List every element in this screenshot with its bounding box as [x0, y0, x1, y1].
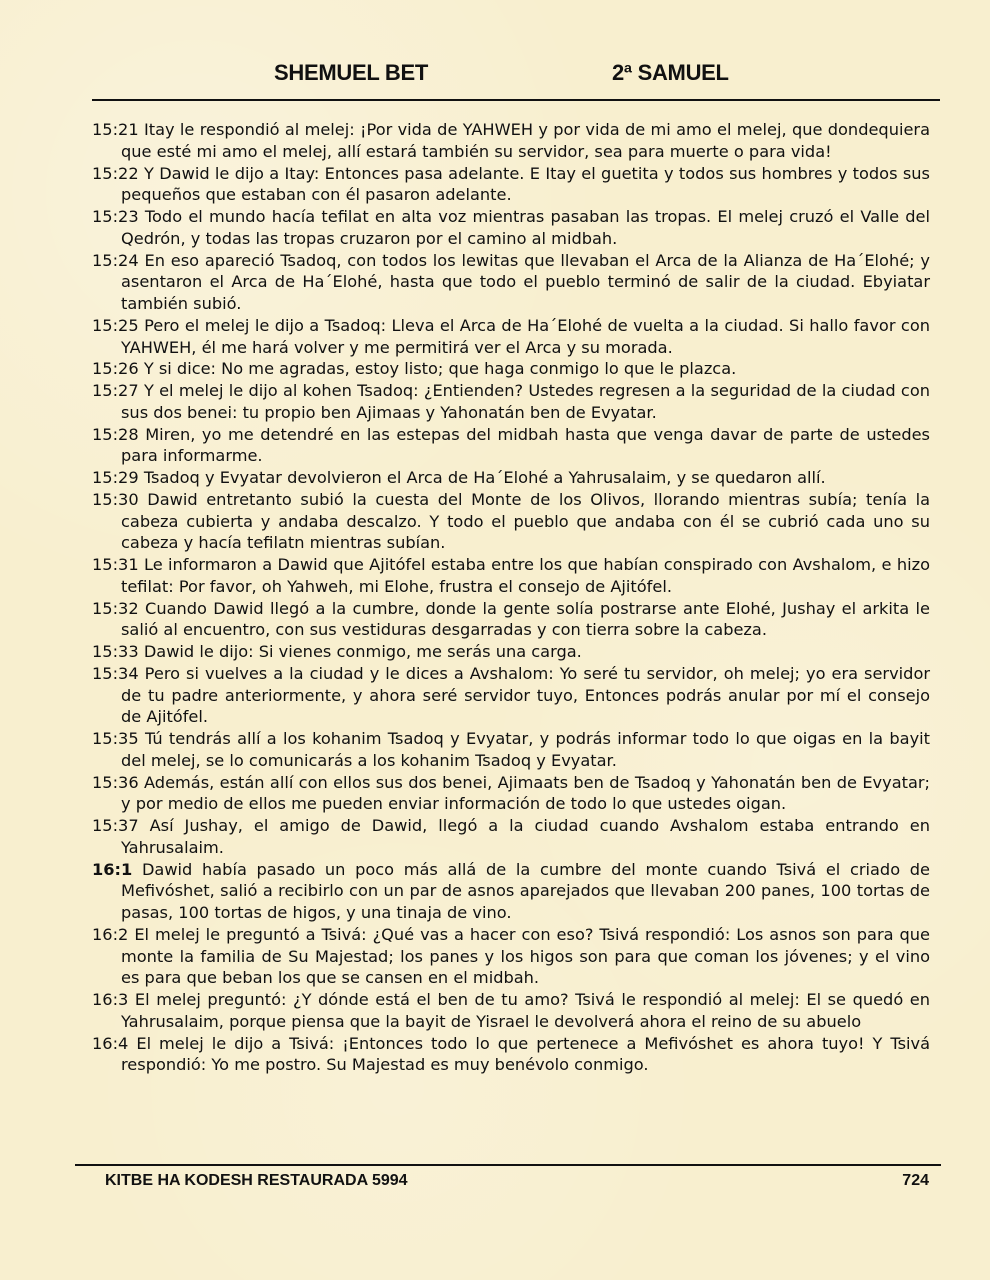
verse-reference: 15:37 — [92, 816, 139, 835]
page-number: 724 — [902, 1172, 929, 1189]
verse — [92, 859, 930, 924]
verse-text: Tú tendrás allí a los kohanim Tsadoq y Evyatar, y podrás informar todo lo que oigas en la bayit del melej, se lo comunicarás a los kohanim Tsadoq y Evyatar. — [121, 729, 930, 770]
verse-text: Y si dice: No me agradas, estoy listo; que haga conmigo lo que le plazca. — [143, 359, 737, 379]
verse-reference: 15:21 — [92, 120, 139, 139]
verse-text: Le informaron a Dawid que Ajitófel estaba entre los que habían conspirado con Avshalom, e hizo tefilat: Por favor, oh Yahweh, mi Elohe, frustra el consejo de Ajitófel. — [121, 555, 931, 596]
verse-text: El melej preguntó: ¿Y dónde está el ben de tu amo? Tsivá le respondió al melej: El se quedó en Yahrusalaim, porque piensa que la bayit de Yisrael le devolverá ahora el reino de su abuelo — [121, 990, 931, 1031]
verse-text: Y el melej le dijo al kohen Tsadoq: ¿Entienden? Ustedes regresen a la seguridad de la ciudad con sus dos benei: tu propio ben Ajimaas y Yahonatán ben de Evyatar. — [121, 381, 930, 422]
verse-reference: 15:26 — [92, 359, 139, 379]
verse-text: Pero el melej le dijo a Tsadoq: Lleva el Arca de Ha´Elohé de vuelta a la ciudad. Si hallo favor con YAHWEH, él me hará volver y me permitirá ver el Arca y su morada. — [121, 315, 930, 357]
chapter-start-reference: 16:1 — [92, 859, 133, 879]
verse-reference: 15:27 — [92, 381, 139, 400]
verse-reference: 15:22 — [92, 163, 139, 183]
verse-text: Así Jushay, el amigo de Dawid, llegó a la ciudad cuando Avshalom estaba entrando en Yahrusalaim. — [121, 816, 930, 857]
verse-text: Dawid entretanto subió la cuesta del Monte de los Olivos, llorando mientras subía; tenía la cabeza cubierta y andaba descalzo. Y todo el pueblo que andaba con él se cubrió cada uno su cabeza y hacía tefilatn mientras subían. — [121, 489, 930, 553]
verse — [92, 815, 930, 859]
verse — [92, 728, 930, 772]
verse — [92, 641, 930, 663]
page-footer — [75, 1170, 941, 1194]
verse-text: Cuando Dawid llegó a la cumbre, donde la gente solía postrarse ante Elohé, Jushay el arkita le salió al encuentro, con sus vestiduras desgarradas y con tierra sobre la cabeza. — [121, 598, 930, 640]
verse — [92, 424, 930, 468]
verse-reference: 15:25 — [92, 315, 139, 335]
verse — [92, 163, 930, 207]
verse — [92, 663, 930, 728]
verse-reference: 15:24 — [92, 250, 139, 270]
verse-text: Todo el mundo hacía tefilat en alta voz mientras pasaban las tropas. El melej cruzó el Valle del Qedrón, y todas las tropas cruzaron por el camino al midbah. — [121, 207, 930, 248]
verse — [92, 772, 930, 816]
verse-reference: 15:36 — [92, 772, 139, 792]
verse — [92, 598, 930, 642]
verse-reference: 15:28 — [92, 424, 139, 444]
verse-reference: 16:4 — [92, 1033, 129, 1053]
verse-text: Dawid había pasado un poco más allá de la cumbre del monte cuando Tsivá el criado de Mefivóshet, salió a recibirlo con un par de asnos aparejados que llevaban 200 panes, 100 tortas de pasas, 100 tortas de higos, y una tinaja de vino. — [121, 859, 930, 922]
header-divider — [92, 99, 940, 101]
header-book-name-spanish: 2ª SAMUEL — [612, 60, 729, 85]
verse-reference: 15:23 — [92, 207, 139, 226]
verse-reference: 16:2 — [92, 924, 129, 944]
verse-text: Itay le respondió al melej: ¡Por vida de YAHWEH y por vida de mi amo el melej, que dondequiera que esté mi amo el melej, allí estará también su servidor, sea para muerte o para vida! — [121, 120, 930, 161]
verse-reference: 15:33 — [92, 642, 139, 661]
verse-list — [92, 119, 930, 1076]
verse-reference: 15:32 — [92, 598, 139, 618]
verse — [92, 989, 930, 1033]
footer-publication-title: KITBE HA KODESH RESTAURADA 5994 — [105, 1172, 408, 1189]
verse-text: Además, están allí con ellos sus dos benei, Ajimaats ben de Tsadoq y Yahonatán ben de Evyatar; y por medio de ellos me pueden enviar información de todo lo que ustedes oigan. — [121, 772, 930, 814]
verse — [92, 250, 930, 315]
verse-text: Dawid le dijo: Si vienes conmigo, me serás una carga. — [143, 642, 582, 661]
header-book-title: SHEMUEL BET — [274, 60, 428, 85]
verse — [92, 380, 930, 424]
verse-reference: 15:35 — [92, 729, 139, 748]
verse — [92, 206, 930, 250]
verse — [92, 554, 930, 598]
verse-text: Y Dawid le dijo a Itay: Entonces pasa adelante. E Itay el guetita y todos sus hombres y todos sus pequeños que estaban con él pasaron adelante. — [121, 163, 930, 205]
verse-text: Pero si vuelves a la ciudad y le dices a Avshalom: Yo seré tu servidor, oh melej; yo era servidor de tu padre anteriormente, y ahora seré servidor tuyo, Entonces podrás anular por mí el consejo de Ajitófel. — [121, 663, 930, 727]
verse-reference: 15:30 — [92, 489, 139, 509]
verse-text: Tsadoq y Evyatar devolvieron el Arca de Ha´Elohé a Yahrusalaim, y se quedaron allí. — [143, 468, 826, 487]
page-header — [92, 58, 940, 98]
verse-reference: 15:29 — [92, 468, 139, 487]
verse — [92, 315, 930, 359]
verse-text: El melej le preguntó a Tsivá: ¿Qué vas a hacer con eso? Tsivá respondió: Los asnos son para que monte la familia de Su Majestad; los panes y los higos son para que coman los jóvenes; y el vino es para que beban los que se cansen en el midbah. — [121, 924, 930, 988]
verse — [92, 358, 930, 380]
verse-text: En eso apareció Tsadoq, con todos los lewitas que llevaban el Arca de la Alianza de Ha´Elohé; y asentaron el Arca de Ha´Elohé, hasta que todo el pueblo terminó de salir de la ciudad. Ebyiatar también subió. — [121, 250, 930, 313]
verse — [92, 119, 930, 163]
verse — [92, 1033, 930, 1077]
verse-reference: 16:3 — [92, 990, 129, 1009]
verse-text: Miren, yo me detendré en las estepas del midbah hasta que venga davar de parte de ustedes para informarme. — [121, 424, 930, 466]
verse-reference: 15:31 — [92, 555, 139, 574]
verse — [92, 924, 930, 989]
footer-divider — [75, 1164, 941, 1166]
verse — [92, 467, 930, 489]
verse-text: El melej le dijo a Tsivá: ¡Entonces todo lo que pertenece a Mefivóshet es ahora tuyo! Y Tsivá respondió: Yo me postro. Su Majestad es muy benévolo conmigo. — [121, 1033, 930, 1075]
verse-reference: 15:34 — [92, 663, 139, 683]
verse — [92, 489, 930, 554]
